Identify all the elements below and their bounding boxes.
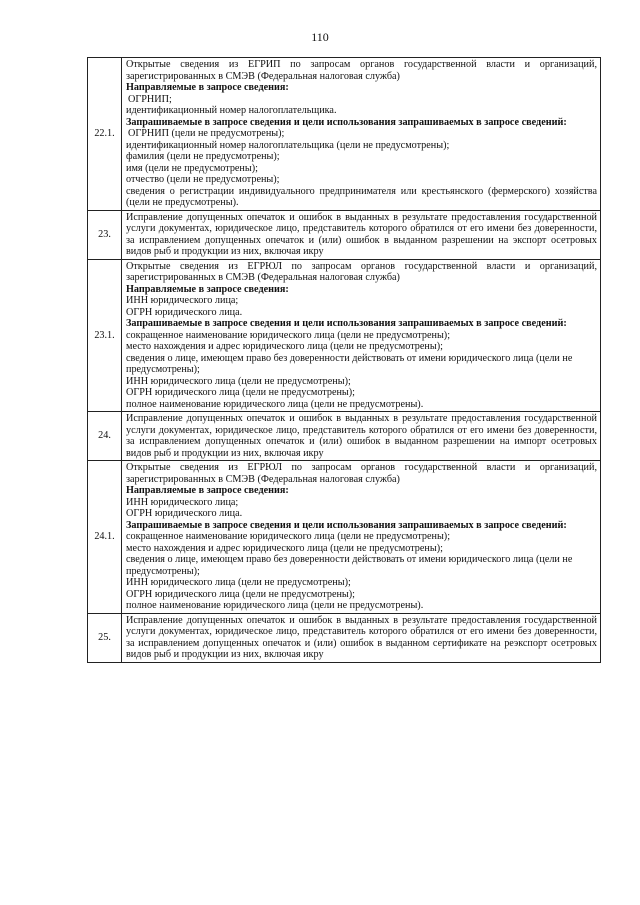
sent-item: ОГРН юридического лица. [126,508,243,519]
request-intro: Открытые сведения из ЕГРИП по запросам органов государственной власти и организаций, зарегистрированных в СМЭВ (Федеральная налоговая служба) [126,59,597,82]
sent-item: идентификационный номер налогоплательщика. [126,105,337,116]
table-row [88,259,601,412]
requested-header: Запрашиваемые в запросе сведения и цели использования запрашиваемых в запросе сведений: [126,519,567,531]
requested-item: полное наименование юридического лица (цели не предусмотрены). [126,600,424,611]
requests-table [87,57,601,663]
table-row [88,58,601,211]
requested-header: Запрашиваемые в запросе сведения и цели использования запрашиваемых в запросе сведений: [126,318,567,329]
requested-item: сведения о регистрации индивидуального предпринимателя или крестьянского (фермерского) хозяйства (цели не предусмотрены). [126,185,597,208]
table-row [88,412,601,461]
requested-item: ОГРНИП (цели не предусмотрены); [128,128,285,139]
table-row [88,210,601,259]
row-number: 25. [88,613,122,662]
requested-header: Запрашиваемые в запросе сведения и цели использования запрашиваемых в запросе сведений: [126,116,567,128]
requested-item: полное наименование юридического лица (цели не предусмотрены). [126,398,424,410]
table-row [88,461,601,614]
sent-header: Направляемые в запросе сведения: [126,283,289,295]
requested-item: место нахождения и адрес юридического лица (цели не предусмотрены); [126,542,443,554]
sent-header: Направляемые в запросе сведения: [126,485,289,496]
sent-item: ОГРН юридического лица. [126,306,243,318]
requested-item: идентификационный номер налогоплательщика (цели не предусмотрены); [126,139,450,151]
sent-item: ИНН юридического лица; [126,496,239,508]
row-number: 23.1. [88,259,122,412]
requested-item: ИНН юридического лица (цели не предусмотрены); [126,375,351,387]
requested-item: фамилия (цели не предусмотрены); [126,151,280,162]
sent-item: ОГРНИП; [128,93,172,105]
requested-item: сведения о лице, имеющем право без доверенности действовать от имени юридического лица (цели не предусмотрены); [126,352,573,375]
sent-header: Направляемые в запросе сведения: [126,82,289,93]
requested-item: сокращенное наименование юридического лица (цели не предусмотрены); [126,531,451,542]
requested-item: сведения о лице, имеющем право без доверенности действовать от имени юридического лица (цели не предусмотрены); [126,554,573,577]
row-number: 24.1. [88,461,122,614]
table-row [88,613,601,662]
request-intro: Открытые сведения из ЕГРЮЛ по запросам органов государственной власти и организаций, зарегистрированных в СМЭВ (Федеральная налоговая служба) [126,462,597,485]
row-content [122,58,601,211]
request-intro: Открытые сведения из ЕГРЮЛ по запросам органов государственной власти и организаций, зарегистрированных в СМЭВ (Федеральная налоговая служба) [126,260,597,283]
page-number: 110 [311,30,329,44]
row-content [122,461,601,614]
row-content: Исправление допущенных опечаток и ошибок в выданных в результате предоставления государственной услуги документах, юридическое лицо, представитель которого обратился от его имени без доверенности, за исправлением допущенных опечаток и (или) ошибок в выданном разрешении на экспорт осетровых видов рыб и продукции из них, включая икру [122,210,601,259]
requested-item: имя (цели не предусмотрены); [126,162,258,174]
row-content: Исправление допущенных опечаток и ошибок в выданных в результате предоставления государственной услуги документах, юридическое лицо, представитель которого обратился от его имени без доверенности, за исправлением допущенных опечаток и (или) ошибок в выданном разрешении на импорт осетровых видов рыб и продукции из них, включая икру [122,412,601,461]
requested-item: ОГРН юридического лица (цели не предусмотрены); [126,588,355,600]
row-content [122,259,601,412]
row-number: 24. [88,412,122,461]
row-number: 23. [88,210,122,259]
row-number: 22.1. [88,58,122,211]
requested-item: ИНН юридического лица (цели не предусмотрены); [126,577,351,588]
requested-item: сокращенное наименование юридического лица (цели не предусмотрены); [126,329,451,341]
requested-item: отчество (цели не предусмотрены); [126,174,280,185]
requested-item: место нахождения и адрес юридического лица (цели не предусмотрены); [126,341,443,352]
row-content: Исправление допущенных опечаток и ошибок в выданных в результате предоставления государственной услуги документах, юридическое лицо, представитель которого обратился от его имени без доверенности, за исправлением допущенных опечаток и (или) ошибок в выданном сертификате на реэкспорт осетровых видов рыб и продукции из них, включая икру [122,613,601,662]
sent-item: ИНН юридического лица; [126,295,239,306]
requested-item: ОГРН юридического лица (цели не предусмотрены); [126,387,355,398]
